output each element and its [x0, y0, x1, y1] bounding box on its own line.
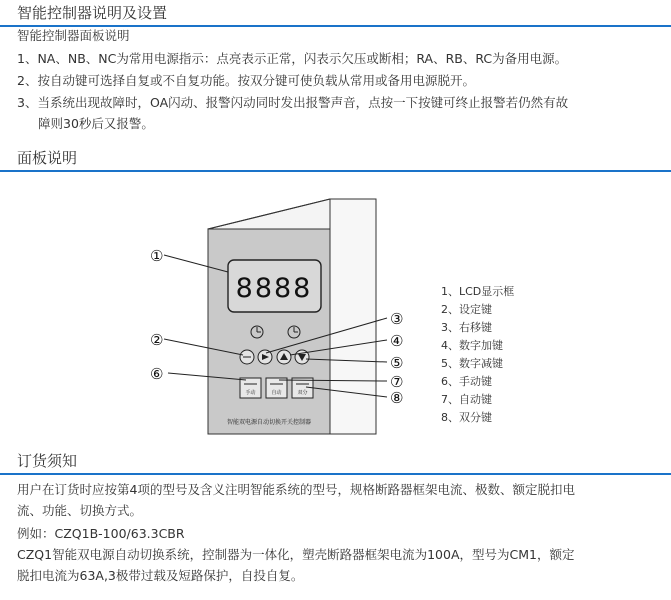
- callout-7: ⑦: [390, 373, 404, 391]
- legend-item-minus: 5、数字减键: [441, 357, 503, 370]
- order-line-2: 流、功能、切换方式。: [17, 503, 143, 518]
- instruction-2: 2、按自动键可选择自复或不自复功能。按双分键可使负载从常用或备用电源脱开。: [17, 73, 475, 88]
- set-key[interactable]: [240, 350, 254, 364]
- order-example: 例如：CZQ1B-100/63.3CBR: [17, 526, 185, 541]
- instruction-3-cont: 障则30秒后又报警。: [38, 116, 154, 131]
- dual-off-button-label: 双分: [297, 390, 308, 396]
- legend-item-auto: 7、自动键: [441, 393, 492, 406]
- legend-item-shift: 3、右移键: [441, 321, 492, 334]
- legend-item-dual-off: 8、双分键: [441, 411, 492, 424]
- instruction-1: 1、NA、NB、NC为常用电源指示：点亮表示正常，闪表示欠压或断相；RA、RB、RC为备用电源。: [17, 51, 568, 66]
- callout-1: ①: [150, 247, 164, 265]
- legend-item-set: 2、设定键: [441, 303, 492, 316]
- lcd-digits: 8888: [235, 273, 313, 304]
- callout-8: ⑧: [390, 389, 404, 407]
- order-line-5: 脱扣电流为63A,3极带过载及短路保护，自投自复。: [17, 568, 304, 583]
- order-line-4: CZQ1智能双电源自动切换系统，控制器为一体化，塑壳断路器框架电流为100A，型号为CM1，额定: [17, 547, 575, 562]
- callout-6: ⑥: [150, 365, 164, 383]
- order-line-1: 用户在订货时应按第4项的型号及含义注明智能系统的型号，规格断路器框架电流、极数、额定脱扣电: [17, 482, 575, 497]
- section-title: 智能控制器说明及设置: [17, 4, 168, 22]
- auto-button[interactable]: [266, 378, 287, 398]
- callout-5: ⑤: [390, 354, 404, 372]
- panel-subheading: 智能控制器面板说明: [17, 28, 130, 43]
- callout-3: ③: [390, 310, 404, 328]
- callout-2: ②: [150, 331, 164, 349]
- callout-4: ④: [390, 332, 404, 350]
- legend-item-plus: 4、数字加键: [441, 339, 503, 352]
- auto-button-label: 自动: [271, 390, 282, 396]
- manual-button-label: 手动: [245, 390, 256, 396]
- section-title: 订货须知: [17, 452, 78, 470]
- digit-plus-key[interactable]: [277, 350, 291, 364]
- instruction-3: 3、当系统出现故障时，OA闪动、报警闪动同时发出报警声音，点按一下按键可终止报警若仍然有故: [17, 95, 569, 110]
- panel-footer-label: 智能双电源自动切换开关控制器: [226, 419, 312, 426]
- section-title: 面板说明: [17, 149, 78, 167]
- legend-item-lcd: 1、LCD显示框: [441, 285, 515, 298]
- panel-diagram: [0, 172, 671, 462]
- legend-item-manual: 6、手动键: [441, 375, 492, 388]
- section-header-settings: [0, 0, 671, 27]
- section-header-ordering: [0, 448, 671, 475]
- panel-housing-side: [330, 199, 376, 434]
- dual-off-button[interactable]: [292, 378, 313, 398]
- manual-button[interactable]: [240, 378, 261, 398]
- section-header-panel: [0, 145, 671, 172]
